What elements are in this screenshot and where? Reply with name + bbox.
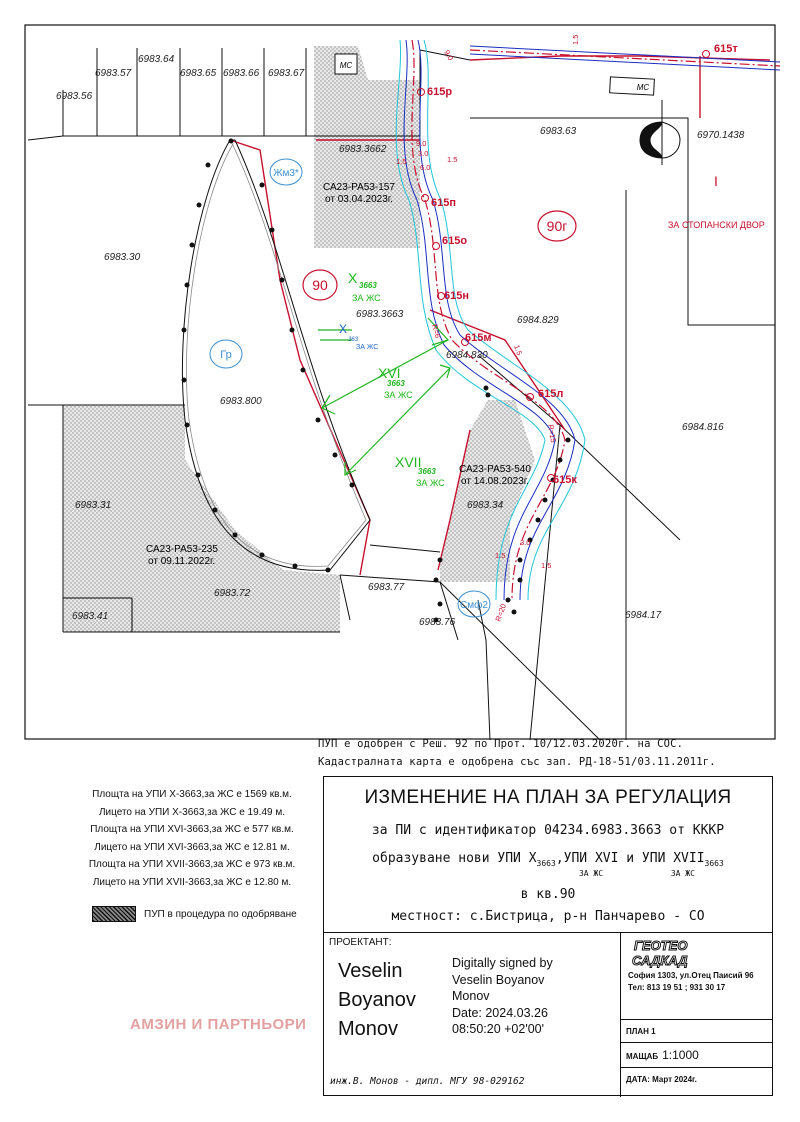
hatch-swatch-icon bbox=[92, 906, 136, 922]
upi-note: ЗА ЖС bbox=[384, 390, 413, 400]
upi-under: ЗА ЖС bbox=[578, 869, 604, 878]
upi-sub: 3663 bbox=[536, 858, 556, 868]
point-label: 615н bbox=[444, 290, 469, 302]
block-number: 90г bbox=[546, 218, 568, 234]
zone-label: Жм3* bbox=[273, 168, 299, 179]
area-note: Лицето на УПИ X-3663,за ЖС е 19.49 м. bbox=[98, 806, 286, 818]
upi-word: УПИ bbox=[563, 851, 588, 866]
signer-line: Boyanov bbox=[338, 989, 416, 1011]
title-vertical-divider bbox=[620, 932, 621, 1097]
digital-signature bbox=[452, 955, 553, 1038]
designer-label: ПРОЕКТАНТ: bbox=[329, 937, 392, 948]
firm-stamp bbox=[622, 933, 772, 995]
zone-label: Смф2 bbox=[460, 600, 488, 611]
lot-number: 6983.3662 bbox=[339, 144, 387, 155]
order-date: от 09.11.2022г. bbox=[148, 556, 216, 567]
lot-number: 6984.829 bbox=[517, 315, 559, 326]
lot-number: 6983.34 bbox=[467, 500, 504, 511]
signature-line: 08:50:20 +02'00' bbox=[452, 1022, 545, 1036]
ms-label: МС bbox=[339, 61, 353, 70]
lot-number: 6983.57 bbox=[95, 68, 132, 79]
order-number: СА23-РА53-235 bbox=[146, 544, 218, 555]
upi-xvi bbox=[563, 851, 619, 878]
engineer-credit: инж.В. Монов - дипл. МГУ 98-029162 bbox=[330, 1076, 525, 1087]
upi-word: УПИ bbox=[497, 851, 521, 866]
farmyard-label: ЗА СТОПАНСКИ ДВОР bbox=[668, 220, 765, 230]
order-date: от 03.04.2023г. bbox=[325, 194, 393, 205]
signer-name bbox=[338, 957, 416, 1044]
dimension: 9.0 bbox=[416, 139, 427, 148]
plan-block-line: в кв.90 bbox=[520, 887, 576, 902]
point-label: 615т bbox=[714, 43, 738, 55]
upi-sub: 3663 bbox=[387, 379, 405, 388]
signature-line: Veselin Boyanov bbox=[452, 972, 545, 987]
upi-number: X bbox=[339, 322, 348, 336]
point-label: 615м bbox=[465, 332, 492, 344]
lot-number: 6983.41 bbox=[72, 611, 109, 622]
signature-line: Monov bbox=[452, 989, 490, 1003]
dimension: 1.5 bbox=[512, 343, 525, 357]
dimension: 6.0 bbox=[420, 163, 431, 172]
legend-label: ПУП в процедура по одобряване bbox=[144, 908, 297, 920]
dimension: R=15 bbox=[546, 423, 559, 444]
upi-note: ЗА ЖС bbox=[356, 344, 379, 351]
upi-x bbox=[497, 851, 555, 868]
upi-labels bbox=[339, 270, 445, 488]
order-number: СА23-РА53-540 bbox=[459, 464, 531, 475]
firm-logo-icon bbox=[630, 936, 740, 968]
lot-number: 6983.65 bbox=[180, 68, 217, 79]
scale-row bbox=[626, 1048, 699, 1062]
order-number: СА23-РА53-157 bbox=[323, 182, 395, 193]
point-label: 615о bbox=[442, 235, 468, 247]
lot-number: 6984.17 bbox=[625, 610, 662, 621]
zone-label: Гр bbox=[220, 349, 232, 361]
dimension: 3.0 bbox=[520, 538, 531, 547]
lot-number: 6983.66 bbox=[223, 68, 260, 79]
signature-line: Date: 2024.03.26 bbox=[452, 1005, 548, 1020]
dimension: 1.5 bbox=[495, 551, 506, 560]
firm-address-line: София 1303, ул.Отец Паисий 96 bbox=[628, 971, 754, 980]
upi-note: ЗА ЖС bbox=[352, 293, 381, 303]
lot-number: 6983.64 bbox=[138, 54, 175, 65]
watermark: АМЗИН И ПАРТНЬОРИ bbox=[130, 1016, 307, 1033]
legend bbox=[92, 906, 297, 922]
lot-number: 6983.63 bbox=[540, 126, 577, 137]
plan-locality-line: местност: с.Бистрица, р-н Панчарево - СО bbox=[391, 909, 705, 924]
lot-number: 6970.1438 bbox=[697, 130, 745, 141]
point-label: 615к bbox=[553, 474, 577, 486]
road-points bbox=[418, 43, 739, 486]
scale-label: МАЩАБ bbox=[626, 1052, 659, 1061]
lot-number: 6983.31 bbox=[75, 500, 112, 511]
dimension: 3.0 bbox=[418, 149, 429, 158]
dimension: 1.5 bbox=[571, 34, 580, 45]
area-note: Лицето на УПИ XVII-3663,за ЖС е 12.80 м. bbox=[92, 876, 292, 888]
firm-phone: Тел: 813 19 51 ; 931 30 17 bbox=[628, 983, 726, 992]
dimension: 1.5 bbox=[447, 155, 458, 164]
signer-line: Monov bbox=[338, 1018, 399, 1040]
upi-number: XVI bbox=[378, 365, 401, 381]
upi-sub: 3663 bbox=[418, 467, 436, 476]
lot-number: 6983.67 bbox=[268, 68, 305, 79]
row-divider bbox=[620, 1019, 772, 1020]
row-divider bbox=[620, 1042, 772, 1043]
signature-line: Digitally signed by bbox=[452, 956, 553, 970]
area-note: Площта на УПИ XVII-3663,за ЖС е 973 кв.м. bbox=[88, 859, 296, 870]
lot-number: 6983.30 bbox=[104, 252, 141, 263]
upi-word: УПИ bbox=[641, 851, 666, 866]
area-note: Площта на УПИ X-3663,за ЖС е 1569 кв.м. bbox=[92, 789, 292, 800]
upi-num: XVII bbox=[673, 851, 705, 866]
lot-number: 6983.3663 bbox=[356, 309, 404, 320]
date-label: ДАТА: Март 2024г. bbox=[626, 1075, 697, 1084]
upi-sub: 3663 bbox=[359, 281, 377, 290]
lot-number: 6983.76 bbox=[419, 617, 456, 628]
upi-num: X bbox=[528, 851, 537, 866]
row-divider bbox=[620, 1067, 772, 1068]
point-label: 615р bbox=[427, 86, 453, 98]
firm-logo-top: ГЕОТЕО bbox=[634, 938, 688, 953]
plan-title: ИЗМЕНЕНИЕ НА ПЛАН ЗА РЕГУЛАЦИЯ bbox=[364, 787, 732, 808]
upi-note: ЗА ЖС bbox=[416, 478, 445, 488]
lot-number: 6983.56 bbox=[56, 91, 93, 102]
signer-line: Veselin bbox=[338, 960, 403, 982]
area-notes bbox=[62, 786, 322, 891]
area-note: Лицето на УПИ XVI-3663,за ЖС е 12.81 м. bbox=[94, 841, 290, 853]
order-date: от 14.08.2023г. bbox=[461, 476, 529, 487]
lot-number: 6984.816 bbox=[682, 422, 724, 433]
dimension: 9.0 bbox=[442, 48, 456, 63]
hatched-area-east bbox=[440, 400, 535, 582]
firm-logo-bottom: САДКАД bbox=[632, 953, 688, 968]
lot-number: 6983.77 bbox=[368, 582, 405, 593]
sheet-label: ПЛАН 1 bbox=[626, 1027, 656, 1036]
lot-number: 6984.830 bbox=[446, 350, 488, 361]
upi-sub: 3663 bbox=[704, 858, 724, 868]
cadastre-approval-note: Кадастралната карта е одобрена със зап. РД-18-51/03.11.2011г. bbox=[318, 756, 716, 768]
dimension: R=6 bbox=[430, 323, 443, 340]
upi-num: XVI bbox=[594, 851, 619, 866]
block-number: 90 bbox=[312, 277, 328, 293]
upi-under: ЗА ЖС bbox=[670, 869, 695, 878]
point-label: 615п bbox=[431, 197, 456, 209]
ms-label-east: МС bbox=[636, 83, 650, 92]
scale-value: 1:1000 bbox=[662, 1048, 699, 1062]
block-roman: I bbox=[714, 173, 718, 189]
firm-address bbox=[628, 970, 754, 994]
dimension: 1.5 bbox=[396, 157, 407, 166]
plan-subtitle: за ПИ с идентификатор 04234.6983.3663 от КККР bbox=[371, 823, 725, 838]
dimension: R=20 bbox=[493, 602, 509, 623]
north-arrow-icon bbox=[640, 100, 680, 165]
lot-number: 6983.800 bbox=[220, 396, 262, 407]
upi-line-and: и bbox=[626, 851, 635, 866]
title-block bbox=[323, 776, 773, 1096]
upi-xvii bbox=[641, 851, 724, 878]
area-note: Площта на УПИ XVI-3663,за ЖС е 577 кв.м. bbox=[90, 824, 294, 835]
lot-number: 6983.72 bbox=[214, 588, 251, 599]
point-label: 615л bbox=[538, 388, 564, 400]
upi-number: XVII bbox=[395, 454, 422, 470]
upi-number: X bbox=[348, 270, 358, 286]
dimension: 1.5 bbox=[541, 561, 552, 570]
pup-approval-note: ПУП е одобрен с Реш. 92 по Прот. 10/12.03.2020г. на СОС. bbox=[318, 738, 684, 750]
upi-line-prefix: образуване нови bbox=[372, 851, 490, 866]
plan-upi-line: образуване нови УПИ $X_{3663},УПИ$ XVI ЗА ЖС и УПИ $XVII_{3663}$ ЗА ЖС bbox=[372, 851, 724, 878]
upi-sub: 363 bbox=[348, 337, 359, 343]
